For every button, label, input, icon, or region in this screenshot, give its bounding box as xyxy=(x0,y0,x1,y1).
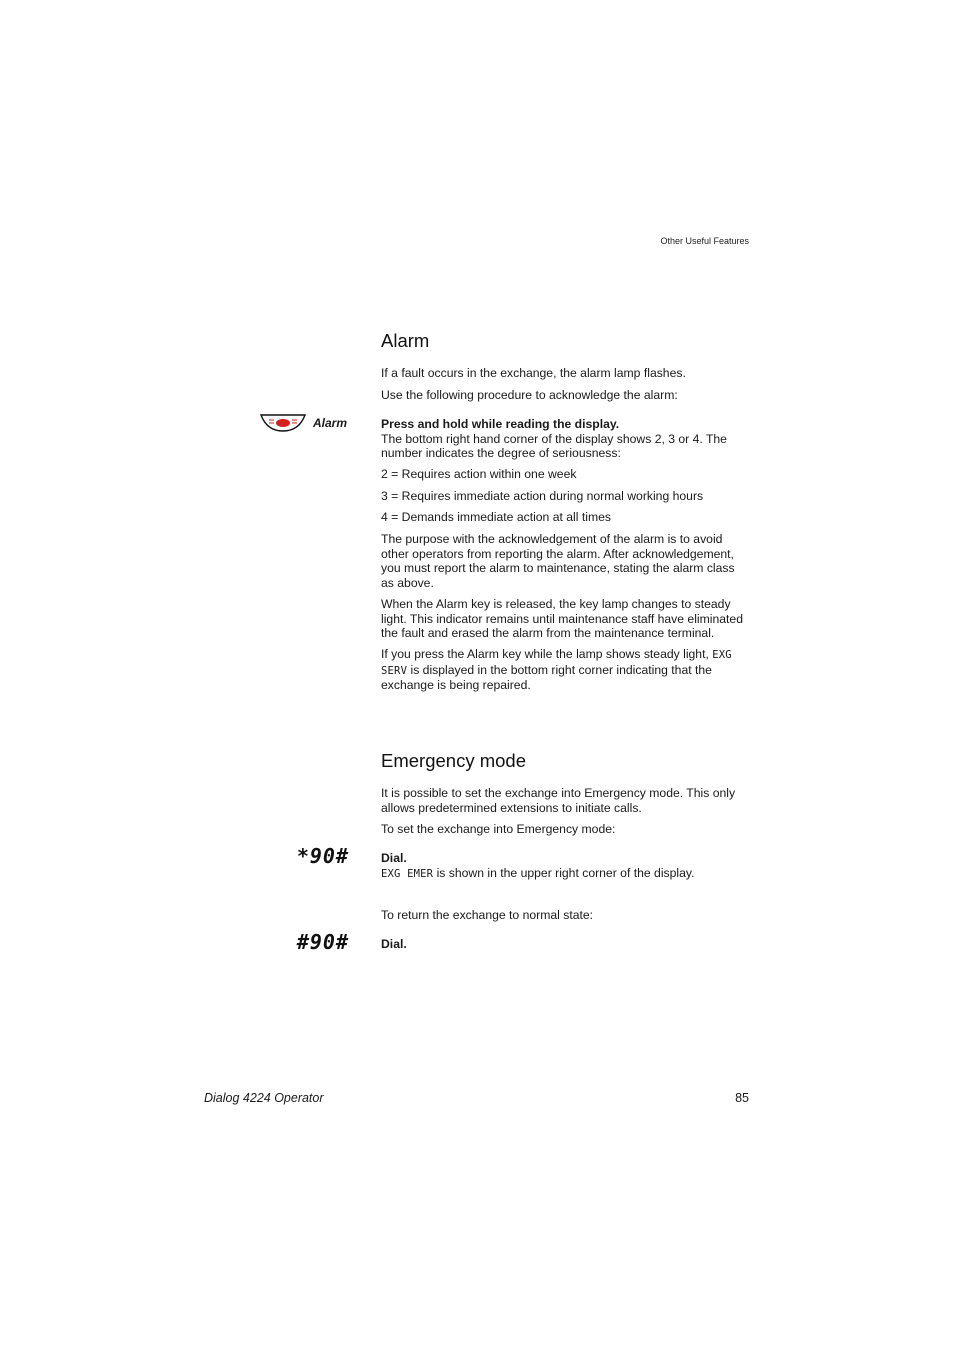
footer-page-number: 85 xyxy=(735,1091,749,1105)
emergency-intro-3: To return the exchange to normal state: xyxy=(381,908,594,922)
display-code-exg-emer: EXG EMER xyxy=(381,867,434,880)
alarm-heading: Alarm xyxy=(381,330,430,351)
alarm-intro-2: Use the following procedure to acknowledge the alarm: xyxy=(381,388,678,402)
dial-label-1: Dial. xyxy=(381,851,407,865)
emergency-dial-step xyxy=(381,851,749,881)
alarm-step-text: The bottom right hand corner of the display shows 2, 3 or 4. The number indicates the degree of seriousness: xyxy=(381,431,727,461)
display-code-serv: SERV xyxy=(381,664,408,677)
emergency-intro-2: To set the exchange into Emergency mode: xyxy=(381,822,616,836)
alarm-press-paragraph: If you press the Alarm key while the lamp shows steady light, EXG SERV is displayed in the bottom right corner indicating that the exchange is being repaired. xyxy=(381,647,732,693)
alarm-key-label: Alarm xyxy=(313,416,348,430)
emergency-intro-1: It is possible to set the exchange into Emergency mode. This only allows predetermined extensions to initiate calls. xyxy=(381,786,736,815)
alarm-intro-1: If a fault occurs in the exchange, the alarm lamp flashes. xyxy=(381,366,686,380)
alarm-key-icon xyxy=(259,412,307,434)
code-return-normal: #90# xyxy=(296,930,349,954)
dial-label-2: Dial. xyxy=(381,937,407,951)
alarm-section xyxy=(381,330,749,351)
footer-product: Dialog 4224 Operator xyxy=(204,1091,324,1105)
alarm-step xyxy=(381,417,749,461)
code-set-emergency: *90# xyxy=(296,844,349,868)
running-header: Other Useful Features xyxy=(660,236,749,246)
emergency-section xyxy=(381,750,749,771)
display-code-exg: EXG xyxy=(712,649,732,661)
alarm-release-paragraph: When the Alarm key is released, the key lamp changes to steady light. This indicator remains until maintenance staff have eliminated the fault and erased the alarm from the maintenance terminal. xyxy=(381,597,743,641)
emergency-display-note: EXG EMER is shown in the upper right corner of the display. xyxy=(381,865,695,880)
alarm-step-title: Press and hold while reading the display. xyxy=(381,417,620,431)
alarm-purpose-paragraph: The purpose with the acknowledgement of the alarm is to avoid other operators from reporting the alarm. After acknowledgement, you must report the alarm to maintenance, stating the alarm class as above. xyxy=(381,532,735,590)
alarm-level-4: 4 = Demands immediate action at all times xyxy=(381,510,611,524)
emergency-heading: Emergency mode xyxy=(381,750,526,771)
alarm-level-3: 3 = Requires immediate action during normal working hours xyxy=(381,489,704,503)
alarm-level-2: 2 = Requires action within one week xyxy=(381,467,577,481)
